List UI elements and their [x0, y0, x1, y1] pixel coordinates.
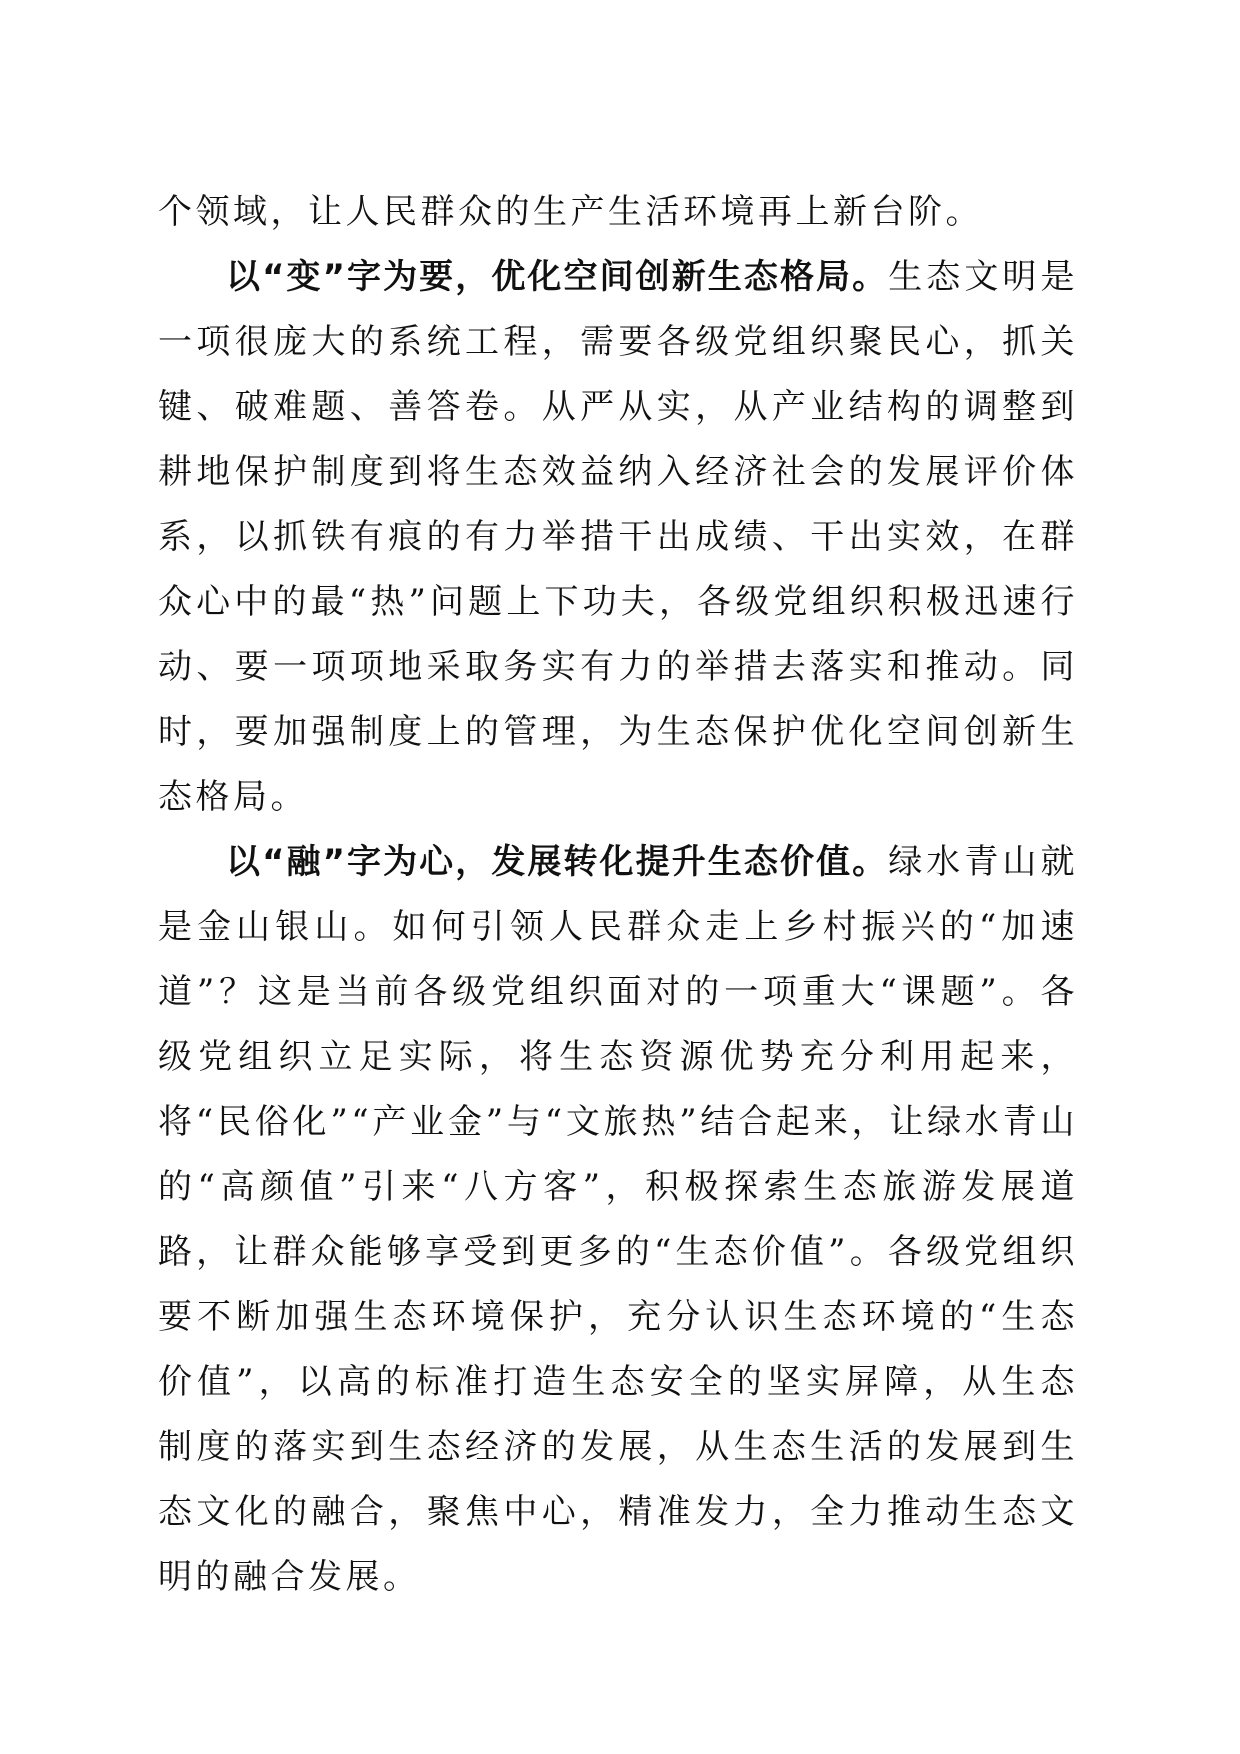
paragraph-rong — [158, 830, 1078, 1610]
paragraph-text: 生态文明是一项很庞大的系统工程，需要各级党组织聚民心，抓关键、破难题、善答卷。从严从实，从产业结构的调整到耕地保护制度到将生态效益纳入经济社会的发展评价体系，以抓铁有痕的有力举措干出成绩、干出实效，在群众心中的最“热”问题上下功夫，各级党组织积极迅速行动、要一项项地采取务实有力的举措去落实和推动。同时，要加强制度上的管理，为生态保护优化空间创新生态格局。 — [158, 257, 1078, 817]
paragraph-bian — [158, 245, 1078, 830]
paragraph-text: 个领域，让人民群众的生产生活环境再上新台阶。 — [158, 192, 983, 232]
paragraph-heading: 以“变”字为要，优化空间创新生态格局。 — [226, 257, 889, 297]
paragraph-text: 绿水青山就是金山银山。如何引领人民群众走上乡村振兴的“加速道”？这是当前各级党组织面对的一项重大“课题”。各级党组织立足实际，将生态资源优势充分利用起来，将“民俗化”“产业金”与“文旅热”结合起来，让绿水青山的“高颜值”引来“八方客”，积极探索生态旅游发展道路，让群众能够享受到更多的“生态价值”。各级党组织要不断加强生态环境保护，充分认识生态环境的“生态价值”，以高的标准打造生态安全的坚实屏障，从生态制度的落实到生态经济的发展，从生态生活的发展到生态文化的融合，聚焦中心，精准发力，全力推动生态文明的融合发展。 — [158, 842, 1078, 1597]
paragraph-heading: 以“融”字为心，发展转化提升生态价值。 — [226, 842, 889, 882]
paragraph-continuation — [158, 180, 1078, 245]
document-body — [158, 180, 1078, 1610]
